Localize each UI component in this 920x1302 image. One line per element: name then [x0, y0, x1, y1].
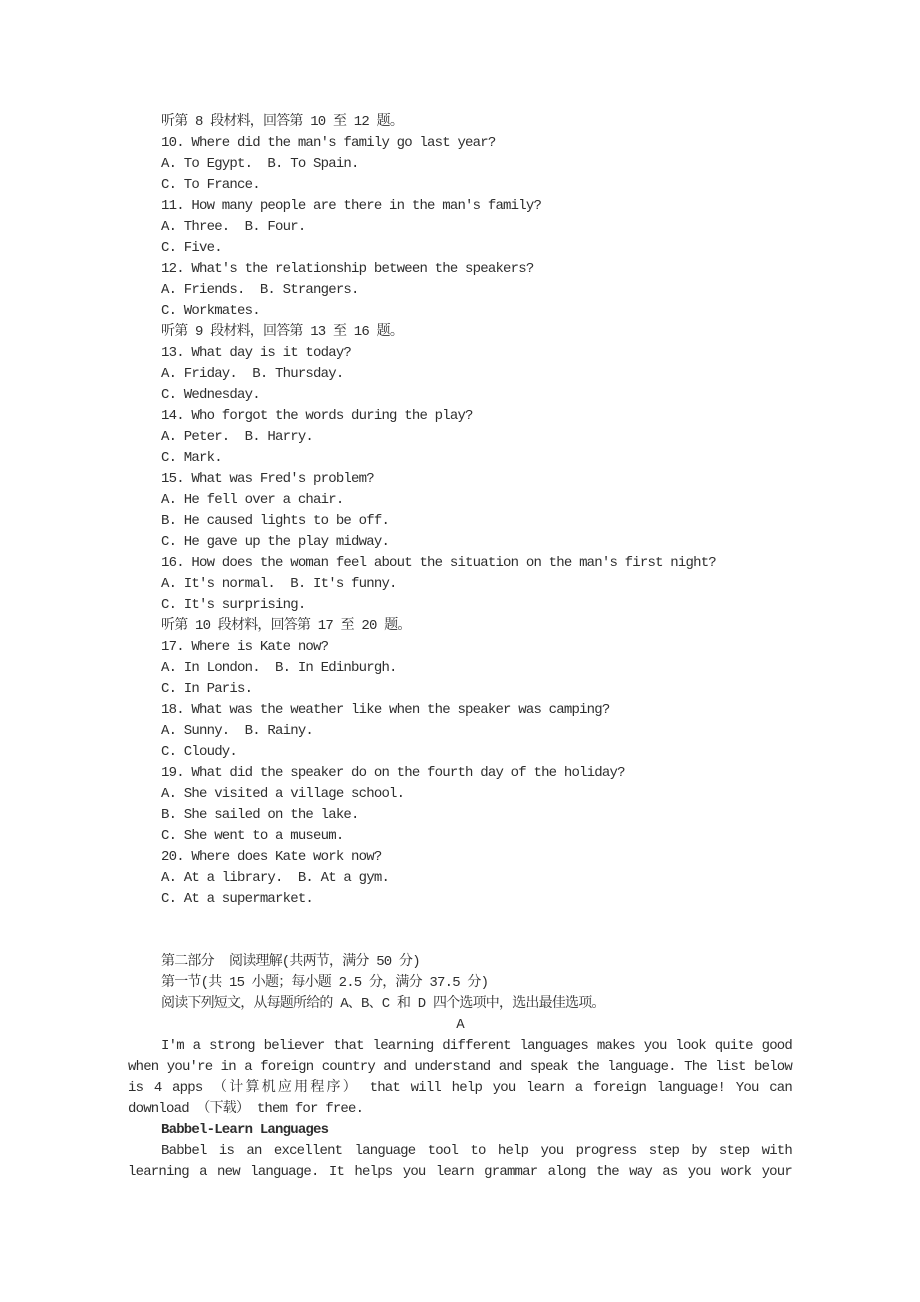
option-line: A. To Egypt. B. To Spain.	[161, 156, 359, 172]
reading-directions: 阅读下列短文，从每题所给的 A、B、C 和 D 四个选项中，选出最佳选项。	[161, 996, 605, 1012]
question-stem: 12. What's the relationship between the speakers?	[161, 261, 534, 277]
question-stem: 13. What day is it today?	[161, 345, 352, 361]
option-line: B. He caused lights to be off.	[161, 513, 390, 529]
option-line: C. Workmates.	[161, 303, 260, 319]
option-line: C. To France.	[161, 177, 260, 193]
question-stem: 19. What did the speaker do on the fourth day of the holiday?	[161, 765, 625, 781]
question-stem: 16. How does the woman feel about the situation on the man's first night?	[161, 555, 716, 571]
listening-material-instruction: 听第 10 段材料，回答第 17 至 20 题。	[161, 618, 411, 634]
question-stem: 14. Who forgot the words during the play?	[161, 408, 473, 424]
passage-paragraph-line: is 4 apps （计算机应用程序） that will help you learn a foreign language! You can	[128, 1080, 792, 1096]
question-stem: 10. Where did the man's family go last year?	[161, 135, 496, 151]
option-line: A. Three. B. Four.	[161, 219, 306, 235]
option-line: C. Cloudy.	[161, 744, 238, 760]
listening-material-instruction: 听第 9 段材料，回答第 13 至 16 题。	[161, 324, 404, 340]
question-stem: 20. Where does Kate work now?	[161, 849, 382, 865]
passage-label: A	[456, 1017, 464, 1033]
page-content	[128, 112, 792, 1183]
question-stem: 11. How many people are there in the man's family?	[161, 198, 542, 214]
option-line: C. She went to a museum.	[161, 828, 344, 844]
question-stem: 15. What was Fred's problem?	[161, 471, 374, 487]
option-line: C. He gave up the play midway.	[161, 534, 390, 550]
option-line: C. At a supermarket.	[161, 891, 314, 907]
option-line: C. Five.	[161, 240, 222, 256]
option-line: B. She sailed on the lake.	[161, 807, 359, 823]
option-line: A. Sunny. B. Rainy.	[161, 723, 314, 739]
passage-paragraph-line: I'm a strong believer that learning different languages makes you look quite good	[161, 1038, 792, 1054]
listening-material-instruction: 听第 8 段材料，回答第 10 至 12 题。	[161, 114, 404, 130]
option-line: A. At a library. B. At a gym.	[161, 870, 390, 886]
option-line: A. She visited a village school.	[161, 786, 405, 802]
option-line: A. Friends. B. Strangers.	[161, 282, 359, 298]
section-gap	[128, 910, 792, 952]
passage-paragraph-line: Babbel is an excellent language tool to help you progress step by step with	[161, 1143, 792, 1159]
option-line: A. It's normal. B. It's funny.	[161, 576, 397, 592]
passage-paragraph-line: download （下载） them for free.	[128, 1101, 364, 1117]
part2-header: 第二部分 阅读理解(共两节，满分 50 分)	[161, 954, 420, 970]
passage-paragraph-line: learning a new language. It helps you learn grammar along the way as you work your	[128, 1164, 792, 1180]
question-stem: 18. What was the weather like when the speaker was camping?	[161, 702, 610, 718]
app-heading-babbel: Babbel-Learn Languages	[161, 1122, 329, 1138]
section1-header: 第一节(共 15 小题；每小题 2.5 分，满分 37.5 分)	[161, 975, 489, 991]
option-line: C. It's surprising.	[161, 597, 306, 613]
passage-paragraph-line: when you're in a foreign country and understand and speak the language. The list below	[128, 1059, 792, 1075]
question-stem: 17. Where is Kate now?	[161, 639, 329, 655]
option-line: A. In London. B. In Edinburgh.	[161, 660, 397, 676]
option-line: A. Friday. B. Thursday.	[161, 366, 344, 382]
option-line: A. Peter. B. Harry.	[161, 429, 314, 445]
option-line: C. Wednesday.	[161, 387, 260, 403]
option-line: A. He fell over a chair.	[161, 492, 344, 508]
option-line: C. In Paris.	[161, 681, 253, 697]
option-line: C. Mark.	[161, 450, 222, 466]
